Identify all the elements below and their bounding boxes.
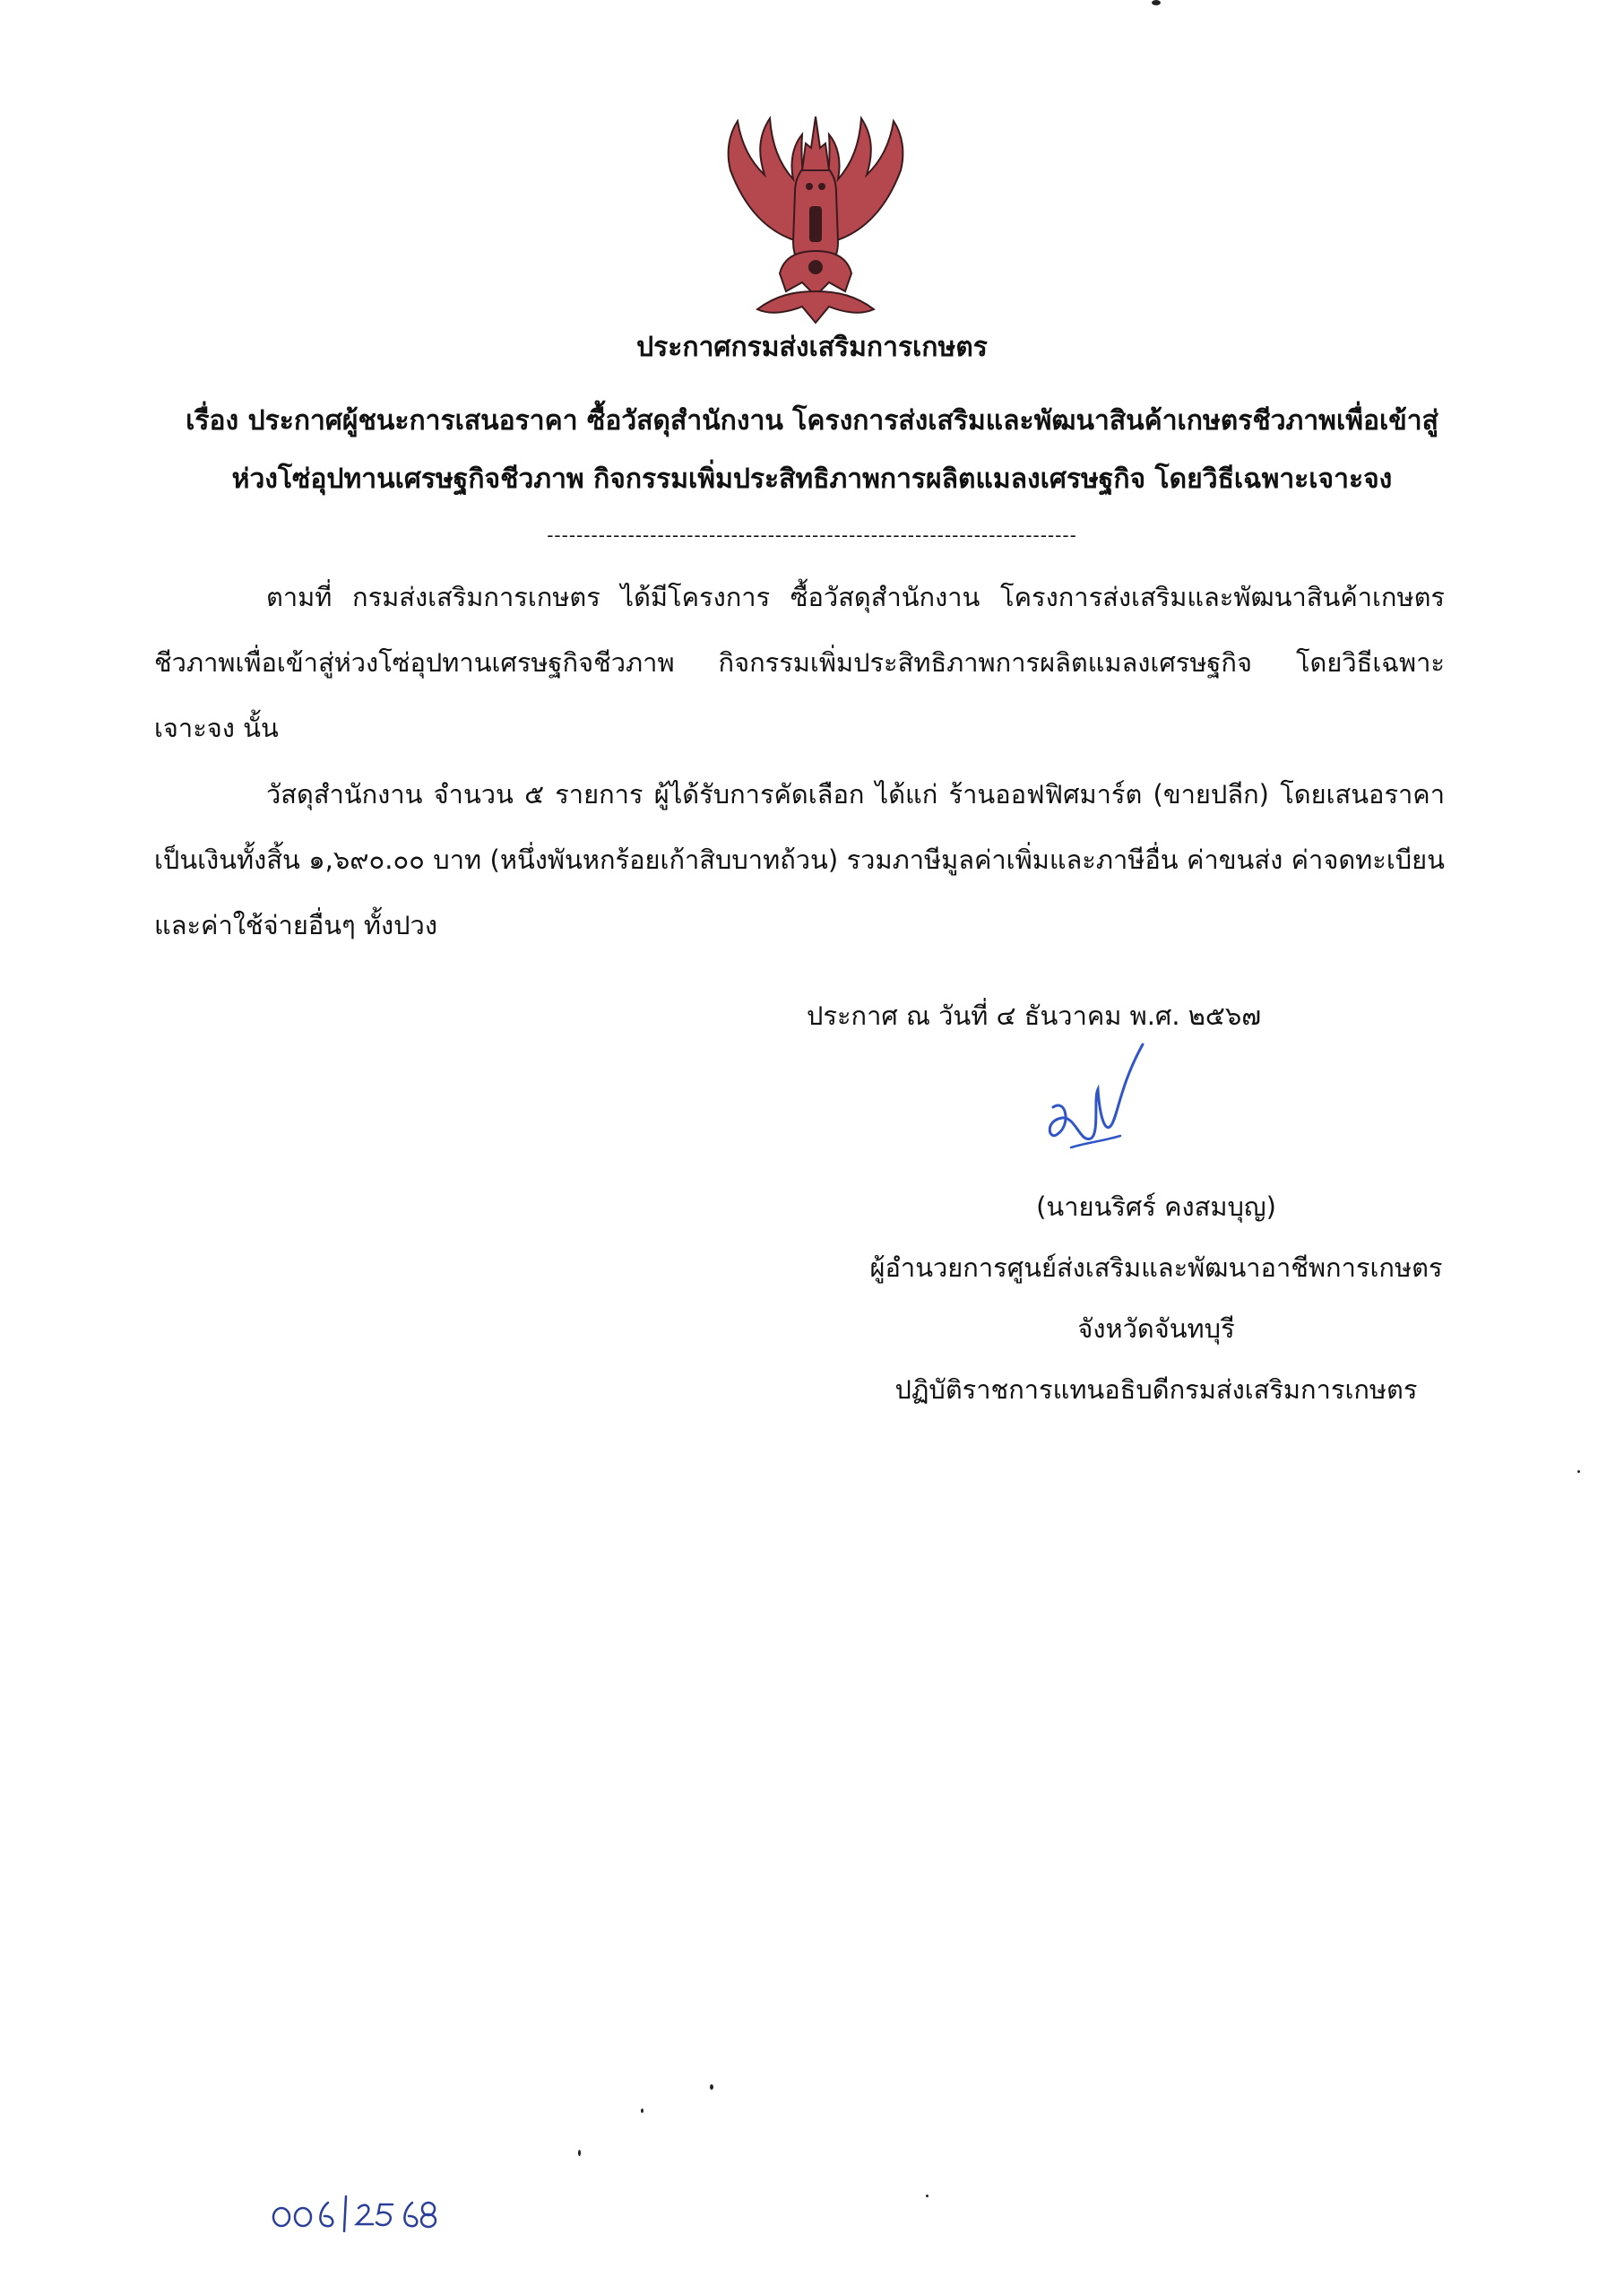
separator-line: ------------------------------------------------------------------------ (547, 524, 1077, 546)
paragraph-1-text: ตามที่ กรมส่งเสริมการเกษตร ได้มีโครงการ ซื้อวัสดุสำนักงาน โครงการส่งเสริมและพัฒนาสินค้าเกษตรชีวภาพเพื่อเข้าสู่ห่วงโซ่อุปทานเศรษฐกิจชีวภาพ กิจกรรมเพิ่มประสิทธิภาพการผลิตแมลงเศรษฐกิจ โดยวิธีเฉพาะเจาะจง นั้น (154, 582, 1445, 743)
announce-date: ประกาศ ณ วันที่ ๔ ธันวาคม พ.ศ. ๒๕๖๗ (807, 1000, 1262, 1031)
signer-name: (นายนริศร์ คงสมบุญ) (1036, 1191, 1276, 1222)
body-paragraph-2 (154, 762, 1445, 958)
agency-heading: ประกาศกรมส่งเสริมการเกษตร (636, 332, 988, 363)
scan-speck (926, 2195, 929, 2197)
body-paragraph-1 (154, 565, 1445, 761)
handwritten-reference-icon (269, 2192, 439, 2232)
signer-position-2: จังหวัดจันทบุรี (1077, 1313, 1235, 1344)
scan-speck (710, 2084, 713, 2090)
signer-block (771, 1176, 1542, 1420)
paragraph-2-text: วัสดุสำนักงาน จำนวน ๕ รายการ ผู้ได้รับการคัดเลือก ได้แก่ ร้านออฟฟิศมาร์ต (ขายปลีก) โดยเสนอราคา เป็นเงินทั้งสิ้น ๑,๖๙๐.๐๐ บาท (หนึ่งพันหกร้อยเก้าสิบบาทถ้วน) รวมภาษีมูลค่าเพิ่มและภาษีอื่น ค่าขนส่ง ค่าจดทะเบียน และค่าใช้จ่ายอื่นๆ ทั้งปวง (154, 779, 1445, 940)
scan-speck (1577, 1470, 1580, 1473)
signer-position-3: ปฏิบัติราชการแทนอธิบดีกรมส่งเสริมการเกษตร (894, 1374, 1418, 1405)
signature-icon (1035, 1035, 1170, 1170)
subject-line-1: เรื่อง ประกาศผู้ชนะการเสนอราคา ซื้อวัสดุสำนักงาน โครงการส่งเสริมและพัฒนาสินค้าเกษตรชีวภาพเพื่อเข้าสู่ (186, 405, 1438, 437)
subject-line-2: ห่วงโซ่อุปทานเศรษฐกิจชีวภาพ กิจกรรมเพิ่มประสิทธิภาพการผลิตแมลงเศรษฐกิจ โดยวิธีเฉพาะเจาะจง (231, 463, 1393, 495)
signer-position-1: ผู้อำนวยการศูนย์ส่งเสริมและพัฒนาอาชีพการเกษตร (869, 1252, 1443, 1283)
scan-speck (1152, 0, 1161, 5)
scan-speck (578, 2150, 581, 2156)
scan-speck (641, 2109, 644, 2113)
garuda-emblem-icon (695, 108, 937, 332)
